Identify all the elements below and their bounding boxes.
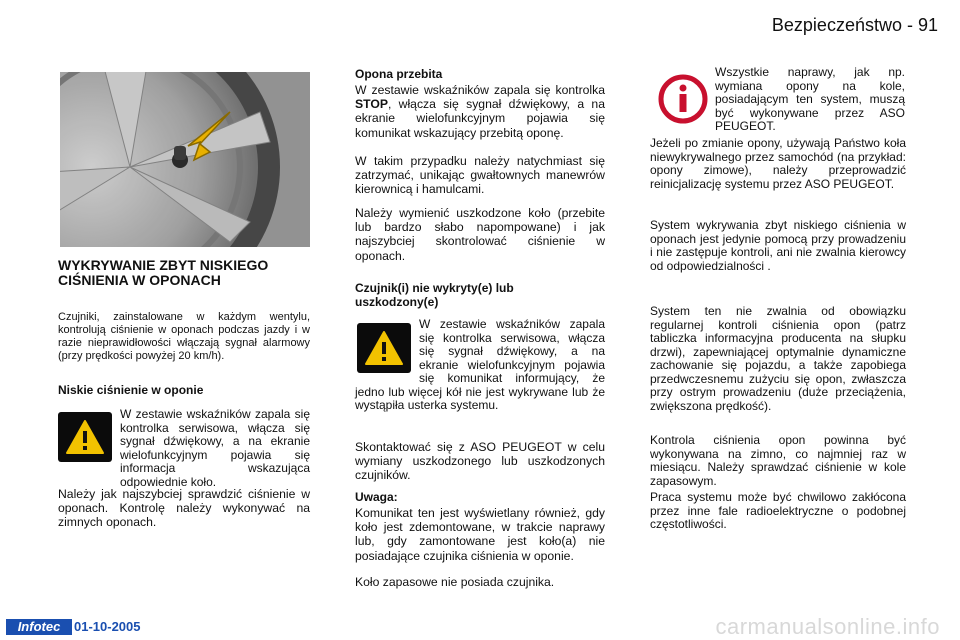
- puncture-heading: Opona przebita: [355, 67, 443, 81]
- puncture-paragraph-1: W zestawie wskaźników zapala się kontrolka STOP, włącza się sygnał dźwiękowy, a na ekranie wielofunkcyjnym pojawia się komunikat wskazujący przebitą oponę.: [355, 83, 605, 140]
- low-pressure-heading: Niskie ciśnienie w oponie: [58, 383, 204, 397]
- footer-date: 01-10-2005: [74, 619, 141, 634]
- watermark: carmanualsonline.info: [715, 614, 940, 639]
- note-paragraph-2: Koło zapasowe nie posiada czujnika.: [355, 575, 555, 589]
- warning-icon: [58, 412, 112, 462]
- info-text: Wszystkie naprawy, jak np. wymiana opony na kole, posiadającym ten system, muszą być wykonywane przez ASO PEUGEOT.: [715, 65, 905, 133]
- note-paragraph-1: Komunikat ten jest wyświetlany również, gdy koło jest zdemontowane, w trakcie naprawy lub, gdy zamontowane jest koło(a) nie posiadające czujnika ciśnienia w oponie.: [355, 506, 605, 563]
- section-heading: WYKRYWANIE ZBYT NISKIEGO CIŚNIENIA W OPONACH: [58, 257, 269, 288]
- puncture-paragraph-2: W takim przypadku należy natychmiast się zatrzymać, unikając gwałtownych manewrów kierownicą i hamulcami.: [355, 154, 605, 197]
- sensor-heading: Czujnik(i) nie wykryty(e) lub uszkodzony(e): [355, 281, 514, 309]
- sensor-warning-text: W zestawie wskaźników zapala się kontrolka serwisowa, włącza się sygnał dźwiękowy, a na ekranie wielofunkcyjnym pojawia się komunikat informujący, że jedno lub więcej kół nie jest wykrywane lub że wystąpiła usterka systemu.: [355, 317, 605, 412]
- right-paragraph-5: Praca systemu może być chwilowo zakłócona przez inne fale radioelektryczne o podobnej częstotliwości.: [650, 490, 906, 531]
- infotec-logo: Infotec: [6, 619, 72, 635]
- note-heading: Uwaga:: [355, 490, 398, 504]
- info-icon: [658, 74, 708, 124]
- contact-text: Skontaktować się z ASO PEUGEOT w celu wymiany uszkodzonego lub uszkodzonych czujników.: [355, 440, 605, 483]
- right-paragraph-1: Jeżeli po zmianie opony, używają Państwo koła niewykrywalnego przez samochód (na przykład: opony zimowe), należy przeprowadzić reinicjalizację systemu przez ASO PEUGEOT.: [650, 136, 906, 191]
- right-paragraph-2: System wykrywania zbyt niskiego ciśnienia w oponach jest jedynie pomocą przy prowadzeniu i nie zastępuje kontroli, ani nie zwalnia kierowcy od odpowiedzialności .: [650, 218, 906, 273]
- intro-text: Czujniki, zainstalowane w każdym wentylu, kontrolują ciśnienie w oponach podczas jazdy i w razie nieprawidłowości włączają sygnał alarmowy (przy prędkości powyżej 20 km/h).: [58, 311, 310, 362]
- low-pressure-warning-text: W zestawie wskaźników zapala się kontrolka serwisowa, włącza się sygnał dźwiękowy, a na ekranie wielofunkcyjnym pojawia się informacja wskazująca odpowiednie koło.: [120, 407, 310, 489]
- low-pressure-text: Należy jak najszybciej sprawdzić ciśnienie w oponach. Kontrolę należy wykonywać na zimnych oponach.: [58, 487, 310, 530]
- page-title: Bezpieczeństwo - 91: [771, 15, 938, 35]
- puncture-paragraph-3: Należy wymienić uszkodzone koło (przebite lub bardzo słabo napompowane) i jak najszybciej skontrolować ciśnienie w oponach.: [355, 206, 605, 263]
- right-paragraph-3: System ten nie zwalnia od obowiązku regularnej kontroli ciśnienia opon (patrz tabliczka informacyjna producenta na słupku drzwi), zapewniającej optymalnie dynamiczne zachowanie się pojazdu, a także zapobiega przedwczesnemu zużyciu się opon, zwłaszcza przy ostrym prowadzeniu (duże przeciążenia, zwiększona prędkość).: [650, 304, 906, 413]
- right-paragraph-4: Kontrola ciśnienia opon powinna być wykonywana na zimno, co najmniej raz w miesiącu. Należy sprawdzać ciśnienie w kole zapasowym.: [650, 433, 906, 488]
- wheel-valve-photo: [60, 72, 310, 247]
- stop-label: STOP: [355, 97, 388, 112]
